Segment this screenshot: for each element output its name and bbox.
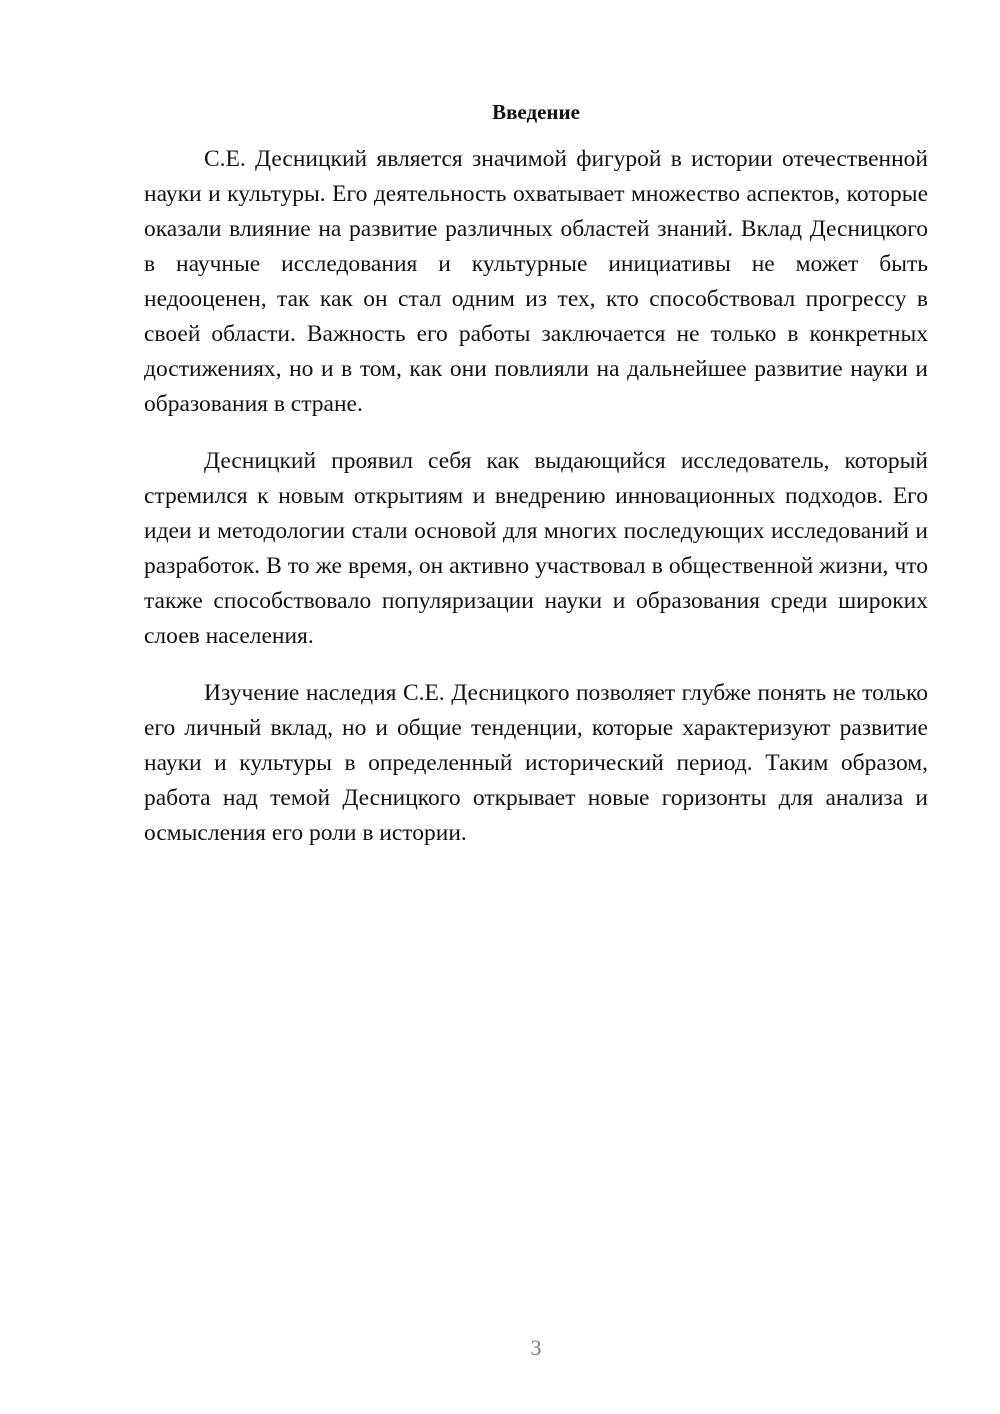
- page-number: 3: [530, 1335, 542, 1360]
- body-text: [144, 142, 928, 873]
- paragraph-3: Изучение наследия С.Е. Десницкого позволяет глубже понять не только его личный вклад, но и общие тенденции, которые характеризуют развитие науки и культуры в определенный исторический период. Таким образом, работа над темой Десницкого открывает новые горизонты для анализа и осмысления его роли в истории.: [144, 680, 928, 846]
- paragraph-1: С.Е. Десницкий является значимой фигурой в истории отечественной науки и культуры. Его деятельность охватывает множество аспектов, которые оказали влияние на развитие различных областей знаний. Вклад Десницкого в научные исследования и культурные инициативы не может быть недооценен, так как он стал одним из тех, кто способствовал прогрессу в своей области. Важность его работы заключается не только в конкретных достижениях, но и в том, как они повлияли на дальнейшее развитие науки и образования в стране.: [144, 146, 928, 417]
- paragraph-2: Десницкий проявил себя как выдающийся исследователь, который стремился к новым открытиям и внедрению инновационных подходов. Его идеи и методологии стали основой для многих последующих исследований и разработок. В то же время, он активно участвовал в общественной жизни, что также способствовало популяризации науки и образования среди широких слоев населения.: [144, 448, 928, 649]
- section-title: Введение: [492, 100, 580, 124]
